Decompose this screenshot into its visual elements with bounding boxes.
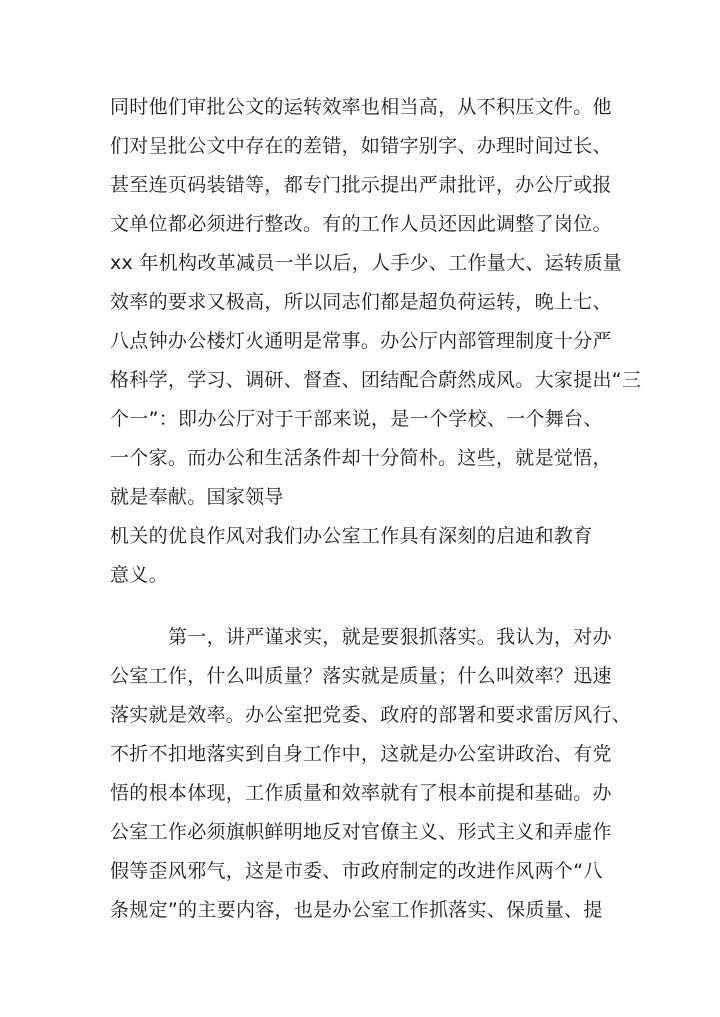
text-line: 落实就是效率。办公室把党委、政府的部署和要求雷厉风行、 [110, 704, 632, 726]
text-line: 公室工作，什么叫质量？落实就是质量；什么叫效率？迅速 [110, 665, 612, 687]
text-line: 甚至连页码装错等，都专门批示提出严肃批评，办公厅或报 [110, 174, 612, 196]
text-line: 格科学，学习、调研、督查、团结配合蔚然成风。大家提出“三 [110, 369, 642, 391]
text-line: 悟的根本体现，工作质量和效率就有了根本前提和基础。办 [110, 782, 612, 804]
text-line: 们对呈批公文中存在的差错，如错字别字、办理时间过长、 [110, 135, 612, 157]
text-line: 公室工作必须旗帜鲜明地反对官僚主义、形式主义和弄虚作 [110, 821, 612, 843]
text-line: 机关的优良作风对我们办公室工作具有深刻的启迪和教育 [110, 525, 593, 547]
paragraph-2 [110, 618, 632, 930]
text-line: 假等歪风邪气，这是市委、市政府制定的改进作风两个“八 [110, 860, 603, 882]
text-line: 文单位都必须进行整改。有的工作人员还因此调整了岗位。 [110, 213, 612, 235]
text-line: 个一”：即办公厅对于干部来说，是一个学校、一个舞台、 [110, 408, 603, 430]
text-line: 意义。 [110, 564, 168, 586]
text-line: 同时他们审批公文的运转效率也相当高，从不积压文件。他 [110, 96, 612, 118]
text-line: xx 年机构改革减员一半以后，人手少、工作量大、运转质量 [110, 252, 622, 274]
text-line: 八点钟办公楼灯火通明是常事。办公厅内部管理制度十分严 [110, 330, 612, 352]
text-line: 就是奉献。国家领导 [110, 486, 284, 508]
text-line: 第一，讲严谨求实，就是要狠抓落实。我认为，对办 [168, 626, 612, 648]
text-line: 一个家。而办公和生活条件却十分简朴。这些，就是觉悟， [110, 447, 612, 469]
paragraph-1 [110, 88, 642, 595]
text-line: 条规定”的主要内容，也是办公室工作抓落实、保质量、提 [110, 899, 603, 921]
text-line: 效率的要求又极高，所以同志们都是超负荷运转，晚上七、 [110, 291, 612, 313]
text-line: 不折不扣地落实到自身工作中，这就是办公室讲政治、有党 [110, 743, 612, 765]
